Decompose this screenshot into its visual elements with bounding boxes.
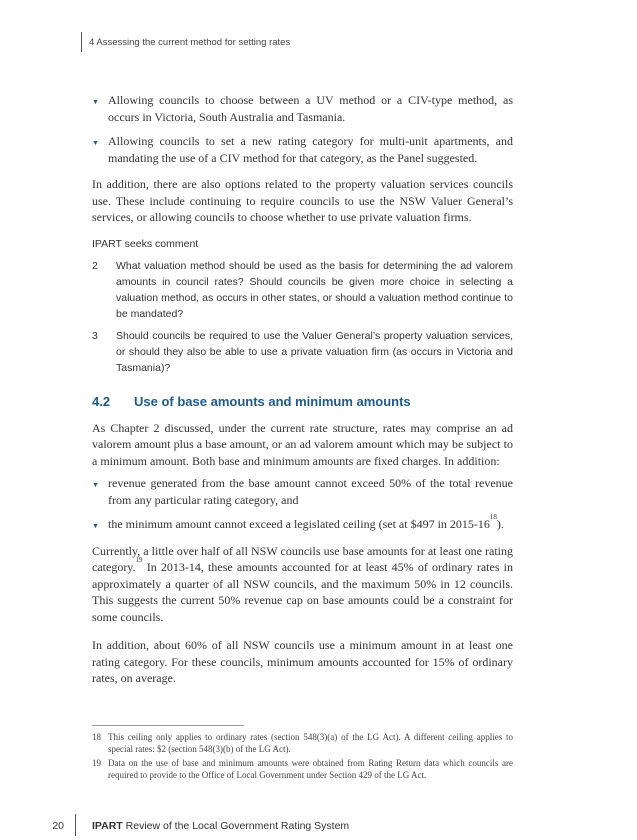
list-item bbox=[92, 475, 513, 508]
header-rule bbox=[81, 32, 82, 52]
paragraph-valuation-options: In addition, there are also options related to the property valuation services councils use. These include continuing to require councils to use the NSW Valuer General’s services, or allowing councils to choose whether to use private valuation firms. bbox=[92, 177, 513, 224]
question-number: 2 bbox=[92, 259, 98, 272]
page-content bbox=[92, 92, 513, 699]
list-item-text: revenue generated from the base amount cannot exceed 50% of the total revenue from any particular rating category, and bbox=[108, 476, 513, 507]
section-title: Use of base amounts and minimum amounts bbox=[134, 393, 411, 409]
paragraph-chapter2: As Chapter 2 discussed, under the current rate structure, rates may comprise an ad valorem amount plus a base amount, or an ad valorem amount which may be subject to a minimum amount. Both base and minimum amounts are fixed charges. In addition: bbox=[92, 420, 513, 468]
bullet-icon: ▼ bbox=[92, 481, 99, 489]
page-number: 20 bbox=[52, 820, 64, 832]
footnote bbox=[92, 757, 513, 781]
paragraph-part: Currently, a little over half of all NSW councils use base amounts for at least one rating category. bbox=[92, 543, 513, 574]
list-item-text: Allowing councils to set a new rating category for multi-unit apartments, and mandating the use of a CIV method for that category, as the Panel suggested. bbox=[108, 134, 513, 165]
running-header: 4 Assessing the current method for setting rates bbox=[89, 37, 291, 48]
bullet-list-top bbox=[92, 92, 513, 166]
question-text: What valuation method should be used as the basis for determining the ad valorem amounts in council rates? Should councils be given more choice in selecting a valuation method, as occurs in other states, or should a valuation method continue to be mandated? bbox=[116, 259, 513, 320]
seeks-comment-heading: IPART seeks comment bbox=[92, 237, 199, 250]
footnote-text: This ceiling only applies to ordinary rates (section 548(3)(a) of the LG Act). A different ceiling applies to special rates: $2 (section 548(3)(b) of the LG Act). bbox=[108, 732, 513, 754]
question-number: 3 bbox=[92, 329, 98, 342]
footnote-number: 18 bbox=[92, 732, 101, 742]
bullet-icon: ▼ bbox=[92, 139, 99, 147]
question-item bbox=[92, 328, 513, 376]
paragraph-part: In 2013-14, these amounts accounted for at least 45% of ordinary rates in approximately a quarter of all NSW councils, and the maximum 50% in 12 councils. This suggests the current 50% revenue cap on base amounts could be a constraint for some councils. bbox=[92, 560, 513, 624]
footnotes bbox=[92, 731, 513, 783]
section-number: 4.2 bbox=[92, 393, 111, 409]
page-footer bbox=[48, 820, 350, 832]
footer-rule bbox=[75, 814, 76, 836]
bullet-icon: ▼ bbox=[92, 522, 99, 530]
footnote-number: 19 bbox=[92, 758, 101, 768]
bullet-list-mid bbox=[92, 475, 513, 533]
question-text: Should councils be required to use the Valuer General’s property valuation services, or should they also be able to use a private valuation firm (as occurs in Victoria and Tasmania)? bbox=[116, 329, 513, 374]
questions-list bbox=[92, 258, 513, 376]
footnote-text: Data on the use of base and minimum amounts were obtained from Rating Return data which councils are required to provide to the Office of Local Government under Section 429 of the LG Act. bbox=[108, 758, 513, 780]
bullet-icon: ▼ bbox=[92, 98, 99, 106]
list-item bbox=[92, 513, 513, 533]
footnote bbox=[92, 731, 513, 755]
list-item bbox=[92, 133, 513, 166]
list-item bbox=[92, 92, 513, 125]
list-item-text: the minimum amount cannot exceed a legislated ceiling (set at $497 in 2015-16 bbox=[108, 517, 490, 531]
question-item bbox=[92, 258, 513, 322]
section-heading bbox=[92, 394, 513, 409]
footer-org: IPART bbox=[92, 820, 123, 832]
footnote-divider bbox=[92, 725, 244, 726]
footnote-ref: 18 bbox=[489, 513, 497, 521]
footer-title bbox=[92, 820, 349, 832]
list-item-tail: ). bbox=[496, 517, 504, 531]
footnote-ref: 19 bbox=[135, 556, 143, 564]
list-item-text: Allowing councils to choose between a UV method or a CIV-type method, as occurs in Victoria, South Australia and Tasmania. bbox=[108, 93, 513, 124]
footer-report-title: Review of the Local Government Rating System bbox=[125, 820, 350, 832]
paragraph-minimum: In addition, about 60% of all NSW councils use a minimum amount in at least one rating category. For these councils, minimum amounts accounted for 15% of ordinary rates, on average. bbox=[92, 638, 513, 685]
paragraph-currently bbox=[92, 543, 513, 626]
